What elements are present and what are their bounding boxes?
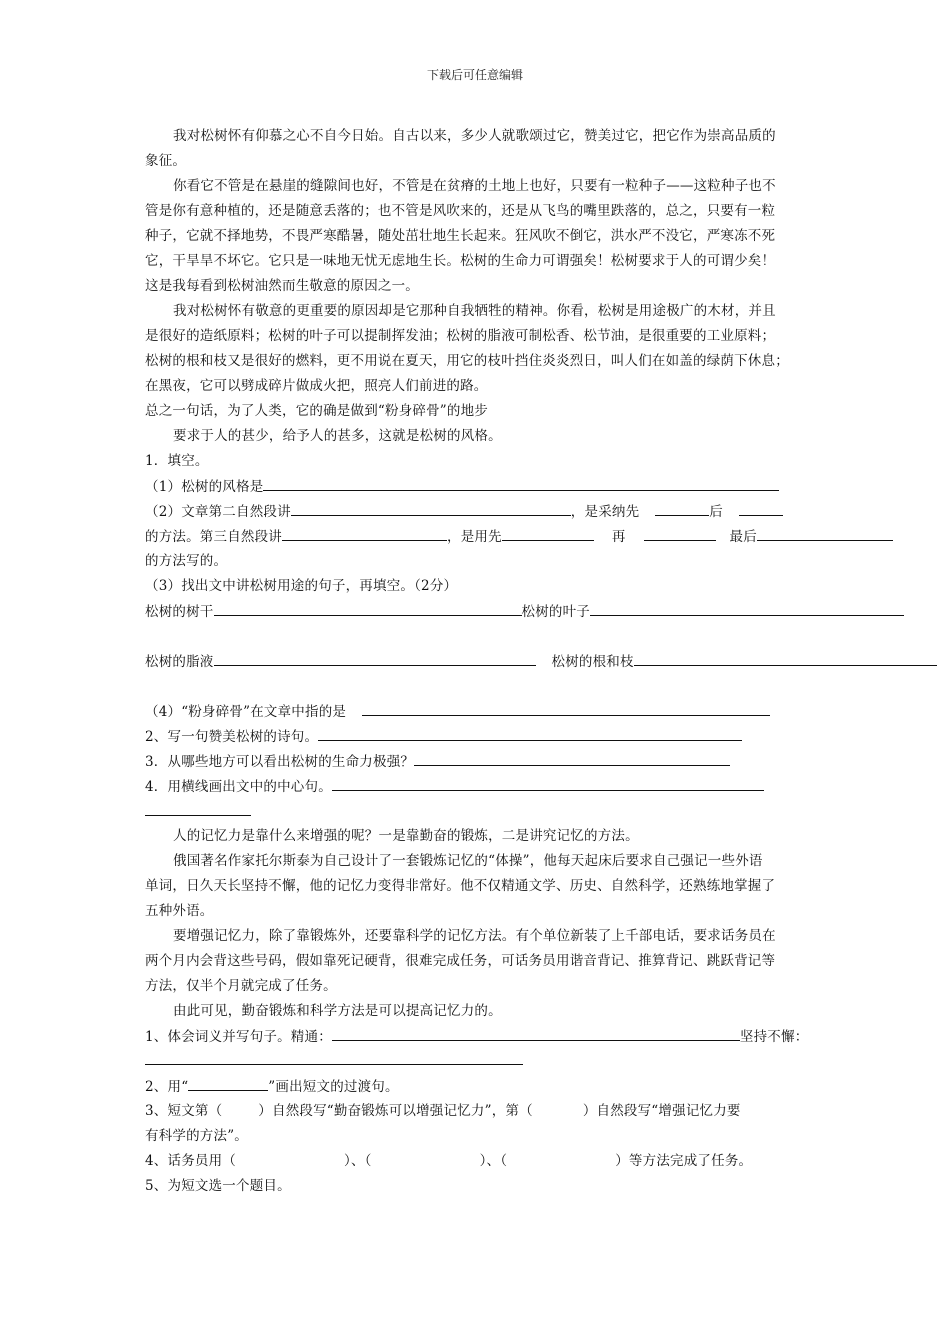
q1-4-label: （4）“粉身碎骨”在文章中指的是	[145, 704, 347, 720]
passage1-paragraph3-line2: 是很好的造纸原料；松树的叶子可以提制挥发油；松树的脂液可制松香、松节油，是很重要的工业原料；	[145, 328, 776, 344]
answer-blank-style[interactable]	[263, 476, 779, 491]
q1-2-text-finally: 最后	[729, 529, 757, 545]
p2-q4-text-c: ）、（	[479, 1153, 508, 1169]
p2-q1-label-proficient: 1、体会词义并写句子。精通：	[145, 1029, 332, 1045]
passage2-paragraph3-line2: 两个月内会背这些号码，假如靠死记硬背，很难完成任务，可话务员用谐音背记、推算背记、跳跃背记等	[145, 953, 776, 969]
q1-1-label: （1）松树的风格是	[145, 479, 264, 495]
p2-q2-text-b: ”画出短文的过渡句。	[268, 1079, 399, 1095]
q2	[145, 726, 742, 747]
p2-q1-label-persevere: 坚持不懈：	[739, 1029, 809, 1045]
answer-blank-roots[interactable]	[634, 651, 937, 666]
passage2-paragraph3-line1: 要增强记忆力，除了靠锻炼外，还要靠科学的记忆方法。有个单位新装了上千部电话，要求话务员在	[173, 928, 776, 944]
p2-q3-text-a: 3、短文第（	[145, 1103, 223, 1119]
q1-3-row2	[145, 651, 937, 672]
answer-blank-persevere[interactable]	[145, 1064, 523, 1065]
passage1-paragraph2-line2: 管是你有意种植的，还是随意丢落的；也不管是风吹来的，还是从飞鸟的嘴里跌落的，总之，只要有一粒	[145, 203, 776, 219]
passage1-paragraph2-line1: 你看它不管是在悬崖的缝隙间也好，不管是在贫瘠的土地上也好，只要有一粒种子——这粒种子也不	[173, 178, 776, 194]
q1-title: 1．填空。	[145, 453, 209, 469]
q1-2-row2	[145, 526, 893, 547]
p2-q1	[145, 1026, 808, 1047]
label-roots: 松树的根和枝	[551, 654, 634, 670]
q4-label: 4．用横线画出文中的中心句。	[145, 779, 332, 795]
q2-label: 2、写一句赞美松树的诗句。	[145, 729, 319, 745]
answer-blank-proficient[interactable]	[332, 1026, 740, 1041]
q1-2-text-then: 再	[611, 529, 626, 545]
passage1-paragraph2-line4: 它，干旱旱不坏它。它只是一味地无忧无虑地生长。松树的生命力可谓强矣！松树要求于人的可谓少矣！	[145, 253, 776, 269]
answer-blank-after[interactable]	[739, 501, 783, 516]
label-sap: 松树的脂液	[145, 654, 214, 670]
answer-blank-finally[interactable]	[757, 526, 893, 541]
p2-q3-text-b: ）自然段写“勤奋锻炼可以增强记忆力”，第（	[258, 1103, 533, 1119]
passage2-paragraph3-line3: 方法，仅半个月就完成了任务。	[145, 978, 337, 994]
page-header: 下载后可任意编辑	[426, 68, 523, 82]
answer-blank-trunk[interactable]	[214, 601, 522, 616]
passage2-paragraph4: 由此可见，勤奋锻炼和科学方法是可以提高记忆力的。	[173, 1003, 502, 1019]
q1-2-text-first: ，是采纳先	[570, 504, 640, 520]
passage2-paragraph2-line2: 单词，日久天长坚持不懈，他的记忆力变得非常好。他不仅精通文学、历史、自然科学，还熟练地掌握了	[145, 878, 776, 894]
answer-blank-then[interactable]	[644, 526, 716, 541]
q4	[145, 776, 764, 797]
passage2-paragraph2-line3: 五种外语。	[145, 903, 214, 919]
q1-2-label: （2）文章第二自然段讲	[145, 504, 291, 520]
answer-blank-vitality[interactable]	[414, 751, 730, 766]
passage1-paragraph3-line4: 在黑夜，它可以劈成碎片做成火把，照亮人们前进的路。	[145, 378, 488, 394]
q1-2-row3: 的方法写的。	[145, 553, 228, 569]
q1-3: （3）找出文中讲松树用途的句子，再填空。（2分）	[145, 578, 458, 594]
q1-4	[145, 701, 770, 722]
answer-blank-para3[interactable]	[282, 526, 447, 541]
p2-q5: 5、为短文选一个题目。	[145, 1178, 291, 1194]
p2-q2-text-a: 2、用“	[145, 1079, 189, 1095]
answer-blank-first[interactable]	[655, 501, 709, 516]
passage1-paragraph4: 总之一句话，为了人类，它的确是做到“粉身碎骨”的地步	[145, 403, 489, 419]
q1-2-text-use-first: ，是用先	[447, 529, 502, 545]
passage2-paragraph1: 人的记忆力是靠什么来增强的呢？一是靠勤奋的锻炼，二是讲究记忆的方法。	[173, 828, 639, 844]
q1-1	[145, 476, 779, 497]
label-trunk: 松树的树干	[145, 604, 214, 620]
q1-3-row1	[145, 601, 904, 622]
passage1-paragraph2-line3: 种子，它就不择地势，不畏严寒酷暑，随处茁壮地生长起来。狂风吹不倒它，洪水严不没它，严寒冻不死	[145, 228, 776, 244]
passage2-paragraph2-line1: 俄国著名作家托尔斯泰为自己设计了一套锻炼记忆的“体操”，他每天起床后要求自己强记一些外语	[173, 853, 763, 869]
answer-blank-poem[interactable]	[318, 726, 742, 741]
q1-2-text-after: 后	[709, 504, 723, 520]
p2-q4-text-a: 4、话务员用（	[145, 1153, 236, 1169]
passage1-paragraph1-line1: 我对松树怀有仰慕之心不自今日始。自古以来，多少人就歌颂过它，赞美过它，把它作为崇高品质的	[173, 128, 776, 144]
p2-q3-row2: 有科学的方法”。	[145, 1128, 249, 1144]
passage1-paragraph2-line5: 这是我每看到松树油然而生敬意的原因之一。	[145, 278, 419, 294]
label-leaves: 松树的叶子	[521, 604, 590, 620]
answer-blank-meaning[interactable]	[362, 701, 770, 716]
p2-q4-text-b: ）、（	[344, 1153, 372, 1169]
divider-line	[145, 815, 251, 816]
q1-2-para3-label: 的方法。第三自然段讲	[145, 529, 282, 545]
answer-blank-use-first[interactable]	[502, 526, 594, 541]
passage1-paragraph3-line1: 我对松树怀有敬意的更重要的原因却是它那种自我牺牲的精神。你看，松树是用途极广的木材，并且	[173, 303, 776, 319]
underline-sample	[188, 1076, 268, 1091]
q3-label: 3．从哪些地方可以看出松树的生命力极强？	[145, 754, 415, 770]
answer-blank-leaves[interactable]	[590, 601, 904, 616]
q1-2-row1	[145, 501, 783, 522]
answer-blank-central[interactable]	[332, 776, 764, 791]
passage1-paragraph5: 要求于人的甚少，给予人的甚多，这就是松树的风格。	[173, 428, 502, 444]
passage1-paragraph1-line2: 象征。	[145, 153, 187, 169]
p2-q4-text-d: ）等方法完成了任务。	[615, 1153, 753, 1169]
answer-blank-sap[interactable]	[214, 651, 536, 666]
passage1-paragraph3-line3: 松树的根和枝又是很好的燃料，更不用说在夏天，用它的枝叶挡住炎炎烈日，叫人们在如盖的绿荫下休息；	[145, 353, 789, 369]
p2-q4	[145, 1151, 752, 1171]
q3	[145, 751, 730, 772]
answer-blank-para2[interactable]	[291, 501, 571, 516]
p2-q2	[145, 1076, 399, 1097]
p2-q3-text-c: ）自然段写“增强记忆力要	[582, 1103, 741, 1119]
p2-q3	[145, 1101, 741, 1121]
